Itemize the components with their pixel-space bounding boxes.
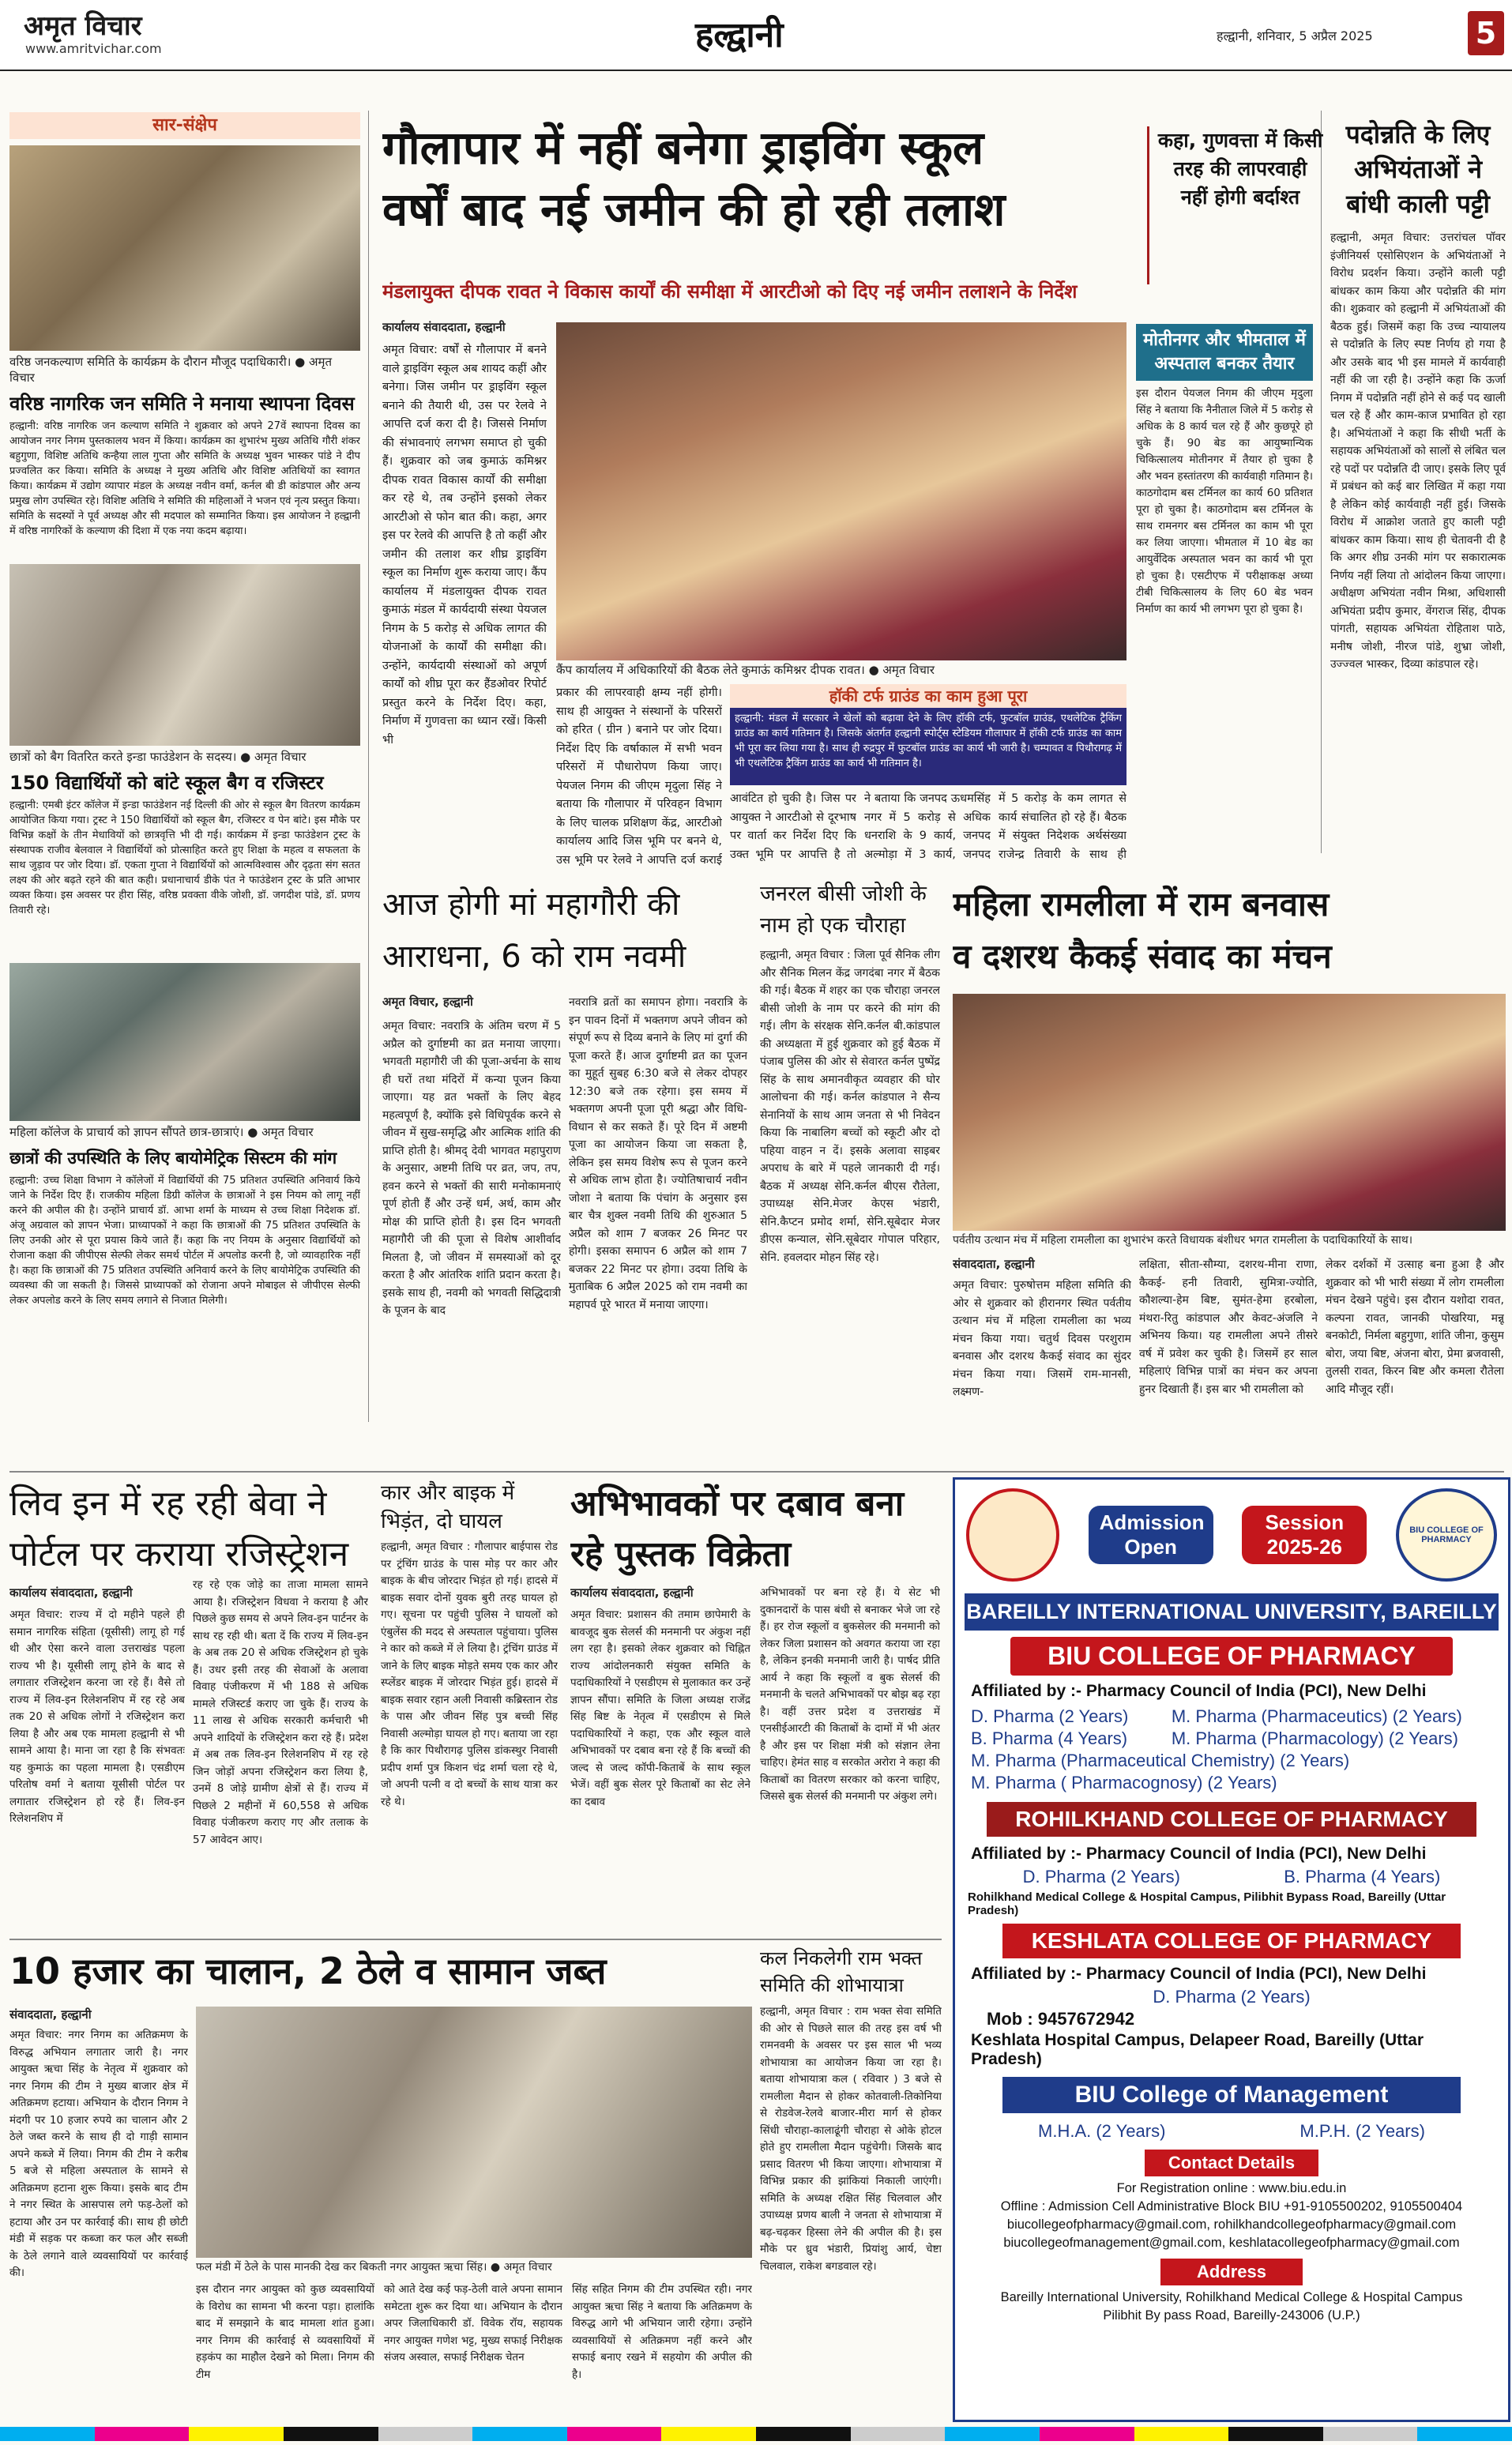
lead-column-5: में 5 करोड़ के कम लागत से कार्य संचालित हो रहे हैं। बैठक में संयुक्त निदेशक अर्थसंख्या राजेन्द्र तिवारी के साथ ही	[999, 792, 1126, 861]
contact-details	[955, 2180, 1508, 2252]
college4-title: BIU College of Management	[1002, 2077, 1461, 2113]
photo-bag-distribution	[9, 564, 360, 746]
lead-subheadline: मंडलायुक्त दीपक रावत ने विकास कार्यों की समीक्षा में आरटीओ को दिए नई जमीन तलाशने के निर्देश	[382, 280, 1078, 303]
challan-column-2: इस दौरान नगर आयुक्त को कुछ व्यवसायियों के विरोध का सामना भी करना पड़ा। हालांकि बाद में समझाने के बाद मामला शांत हुआ। नगर निगम की कार्रवाई से व्यवसायियों में हड़कंप का माहौल देखने को मिला। निगम की टीम	[196, 2283, 374, 2381]
ramleela-headline-block	[953, 878, 1506, 989]
hospital-headline: मोतीनगर और भीमताल में अस्पताल बनकर तैयार	[1136, 324, 1313, 381]
photo-caption: महिला कॉलेज के प्राचार्य को ज्ञापन सौंपते छात्र-छात्राएं। ● अमृत विचार	[9, 1125, 314, 1139]
sidebar-brief	[9, 112, 360, 1463]
photo-caption: छात्रों को बैग वितरित करते इन्डा फाउंडेशन के सदस्य। ● अमृत विचार	[9, 750, 307, 764]
contact-line[interactable]: biucollegeofpharmacy@gmail.com, rohilkhandcollegeofpharmacy@gmail.com	[1006, 2217, 1457, 2232]
course-item: M.P.H. (2 Years)	[1299, 2121, 1425, 2141]
contact-line[interactable]: Offline : Admission Cell Administrative Block BIU +91-9105500202, 9105500404	[1000, 2199, 1463, 2214]
address-line: Bareilly International University, Rohilkhand Medical College & Hospital Campus	[1000, 2290, 1463, 2304]
livein-column-1: अमृत विचार: राज्य में दो महीने पहले ही समान नागरिक संहिता (यूसीसी) लागू हो गई थी और ऐसा करने वाला उत्तराखंड पहला राज्य भी है। यूसीसी लागू होने के बाद से लगातार रजिस्ट्रेशन करना जा रहे हैं। वैसे तो राज्य में लिव-इन रिलेशनशिप में रह रहे अब तक 20 से अधिक लोगों ने रजिस्ट्रेशन करा लिया है और अब एक मामला हल्द्वानी से भी सामने आया है। माना जा रहा है कि संभवतः यह कुमाऊं का पहला मामला है। एसडीएम परितोष वर्मा ने बताया यूसीसी पोर्टल पर लगातार रजिस्ट्रेशन हो रहे हैं। लिव-इन रिलेशनशिप में	[9, 1608, 185, 1825]
lead-headline-line2: वर्षों बाद नई जमीन की हो रही तलाश	[382, 182, 1006, 236]
bc-text: हल्द्वानी, अमृत विचार : जिला पूर्व सैनिक लीग और सैनिक मिलन केंद्र जगदंबा नगर में बैठक की गई। बैठक में शहर का एक चौराहा जनरल बीसी जोशी के नाम पर करने की मांग की गई। लीग के संरक्षक सेनि.कर्नल बी.कांडपाल की अध्यक्षता में हुई शुक्रवार को हुई बैठक में पंजाब पुलिस की ओर से सेवारत कर्नल पुष्पेंद्र सिंह के साथ अमानवीकृत व्यवहार की घोर आलोचना की गई। कर्नल कांडपाल ने सैन्य सेनानियों के साथ आम जनता से भी निवेदन किया कि नाबालिग बच्चों को स्कूटी और दो पहिया वाहन न दें। इसके अलावा साइबर अपराध के बारे में पहले जानकारी दी गई। बैठक में अध्यक्ष सेनि.कर्नल बीएस रौतेला, उपाध्यक्ष सेनि.मेजर केएस भंडारी, सेनि.कैप्टन प्रमोद शर्मा, सेनि.सूबेदार मेजर डीएस कन्याल, सेनि.सूबेदार गोपाल परिहार, सेनि. हवलदार मोहन सिंह रहे।	[760, 949, 940, 1264]
books-column-2: अभिभावकों पर बना रहे हैं। ये सेट भी दुकानदारों के पास बंधी से बनाकर भेजे जा रहे हैं। हर रोज स्कूलों व बुकसेलर की मनमानी को लेकर जिला प्रशासन को अवगत कराया जा रहा है, लेकिन इनकी मनमानी जारी है। पार्षद प्रीति आर्य ने कहा कि स्कूलों व बुक सेलर्स की मनमानी के चलते अभिभावकों पर बोझ बढ़ रहा है। वहीं उत्तर प्रदेश व उत्तराखंड में एनसीईआरटी की किताबों के दामों में भी अंतर है और इस पर शिक्षा मंत्री को संज्ञान लेना चाहिए। हेमंत साह व सरकोत अरोरा ने कहा की किताबों का वितरण सरकार को करना चाहिए, जिससे बुक सेलर्स की मनमानी पर अंकुश लगे।	[760, 1586, 940, 1803]
ramleela-byline: संवाददाता, हल्द्वानी	[953, 1257, 1035, 1271]
course-item: M. Pharma ( Pharmacognosy) (2 Years)	[971, 1773, 1277, 1792]
livein-byline: कार्यालय संवाददाता, हल्द्वानी	[9, 1585, 133, 1600]
promotion-text: हल्द्वानी, अमृत विचार: उत्तरांचल पॉवर इंजीनियर्स एसोसिएशन के अभियंताओं ने विरोध प्रदर्शन किया। उन्होंने काली पट्टी बांधकर काम किया और पदोन्नति की मांग की। शुक्रवार को हल्द्वानी में अभियंताओं की बैठक हुई। जिसमें कहा कि उच्च न्यायालय से पदोन्नति के लिए स्पष्ट निर्णय हो गया है और उसके बाद भी इस मामले में कार्यवाही नहीं की जा रही है। उन्होंने कहा कि ऊर्जा निगम में पदोन्नति नहीं होने से कई पद खाली चल रहे हैं और काम-काज प्रभावित हो रहा है। अभियंताओं ने कहा कि सीधी भर्ती के सहायक अभियंताओं को सालों से लंबित चल रहे पदों पर पदोन्नति दी जाए। इसके लिए पूर्व में प्रबंधन को कई बार लिखित में कहा गया है लेकिन कोई कार्यवाही नहीं हुई। जिसके विरोध में आक्रोश जताते हुए काली पट्टी बांधकर काम किया। साथ ही चेतावनी दी है कि अगर शीघ्र उनकी मांग पर सकारात्मक निर्णय नहीं लिया तो आंदोलन किया जाएगा। अधीक्षण अभियंता नवीन मिश्रा, अधिशासी अभियंता प्रदीप कुमार, वेंगराज सिंह, दीपक पांगती, सहायक अभियंता रोहिताश पाठे, मनीष जोशी, नीरज पांडे, शुभ्रा जोशी, उज्ज्वल भास्कर, दिव्या कांडपाल रहे।	[1330, 231, 1506, 671]
masthead	[0, 0, 1512, 71]
session-badge: Session 2025-26	[1242, 1506, 1367, 1564]
college3-address: Keshlata Hospital Campus, Delapeer Road, Bareilly (Uttar Pradesh)	[971, 2031, 1424, 2068]
accident-text: हल्द्वानी, अमृत विचार : गौलापार बाईपास रोड पर ट्रंचिंग ग्राउंड के पास मोड़ पर कार और बाइक के बीच जोरदार भिड़ंत हो गई। हादसे में बाइक सवार दोनों युवक बुरी तरह घायल हो गए। सूचना पर पहुंची पुलिस ने घायलों को एंबुलेंस की मदद से अस्पताल पहुंचाया। पुलिस ने कार को कब्जे में ले लिया है। ट्रंचिंग ग्राउंड में जाने के लिए बाइक मोड़ते समय एक कार और स्प्लेंडर बाइक में जोरदार भिड़ंत हुई। हादसे में बाइक सवार रहान अली निवासी कब्रिस्तान रोड के पास और जीवन सिंह पुत्र बच्ची सिंह निवासी अल्मोड़ा घायल हो गए। बताया जा रहा है कि कार पिथौरागढ़ पुलिस डांकस्थुर निवासी प्रदीप शर्मा पुत्र किशन चंद्र शर्मा चला रहे थे, जो अपनी पत्नी व दो बच्चों के साथ यात्रा कर रहे थे।	[381, 1540, 558, 1808]
photo-caption: वरिष्ठ जनकल्याण समिति के कार्यक्रम के दौरान मौजूद पदाधिकारी। ● अमृत विचार	[9, 355, 333, 385]
contact-line[interactable]: biucollegeofmanagement@gmail.com, keshlatacollegeofpharmacy@gmail.com	[1003, 2236, 1460, 2250]
livein-column-2: रह रहे एक जोड़े का ताजा मामला सामने आया है। रजिस्ट्रेशन विधवा ने कराया है और पिछले कुछ समय से अपने लिव-इन पार्टनर के साथ रह रही थी। बता दें कि राज्य में लिव-इन के अब तक 20 से अधिक रजिस्ट्रेशन हो चुके हैं। उधर इसी तरह की सेवाओं के अलावा विवाह पंजीकरण में भी 188 से अधिक मामले रजिस्टर्ड कराए जा चुके हैं। राज्य के 11 लाख से अधिक सरकारी कर्मचारी भी अपने शादियों के रजिस्ट्रेशन करा रहे हैं। प्रदेश में अब तक लिव-इन रिलेशनशिप में रह रहे जिन जोड़ों अपना रजिस्ट्रेशन करा लिया है, उनमें 8 जोड़े ग्रामीण क्षेत्रों से हैं। राज्य में पिछले 2 महीनों में 60,558 से अधिक विवाह पंजीकरण कराए गए और तलाक के 57 आवेदन आए।	[193, 1578, 368, 1846]
gauri-headline-text: आज होगी मां महागौरी की आराधना, 6 को राम नवमी	[382, 886, 686, 975]
course-item: M. Pharma (Pharmaceutical Chemistry) (2 Years)	[971, 1751, 1350, 1770]
page-number: 5	[1468, 11, 1504, 55]
ramleela-headline-line1: महिला रामलीला में राम बनवास	[953, 885, 1330, 923]
course-item: M. Pharma (Pharmacology) (2 Years)	[1171, 1728, 1458, 1748]
ramleela-headline-line2: व दशरथ कैकई संवाद का मंचन	[953, 937, 1332, 976]
livein-headline: लिव इन में रह रही बेवा ने पोर्टल पर कराया रजिस्ट्रेशन	[9, 1484, 349, 1574]
lead-photo-caption: कैंप कार्यालय में अधिकारियों की बैठक लेते कुमाऊं कमिश्नर दीपक रावत। ● अमृत विचार	[556, 663, 935, 677]
college1-title: BIU COLLEGE OF PHARMACY	[1010, 1637, 1453, 1676]
hockey-headline: हॉकी टर्फ ग्राउंड का काम हुआ पूरा	[730, 684, 1126, 708]
contact-line[interactable]: For Registration online : www.biu.edu.in	[1116, 2181, 1347, 2195]
page-city-title: हल्द्वानी	[695, 15, 784, 55]
college3-mobile[interactable]: Mob : 9457672942	[987, 2009, 1135, 2029]
photo-senior-citizens	[9, 145, 360, 351]
college2-title: ROHILKHAND COLLEGE OF PHARMACY	[987, 1802, 1476, 1837]
section-divider	[9, 1939, 942, 1940]
hockey-text: हल्द्वानी: मंडल में सरकार ने खेलों को बढ़ावा देने के लिए हॉकी टर्फ, फुटबॉल ग्राउंड, एथलेटिक ट्रैकिंग ग्राउंड का कार्य गतिमान है। जिसके अंतर्गत हल्द्वानी स्पोर्ट्स स्टेडियम गौलापार में हॉकी टर्फ ग्राउंड का काम भी पूरा कर लिया गया है। साथ ही रुद्रपुर में फुटबॉल ग्राउंड का कार्य भी जारी है। चम्पावत व पिथौरागढ़ में भी एथलेटिक ट्रैकिंग ग्राउंड का कार्य भी गतिमान है।	[730, 708, 1126, 785]
books-column-1: अमृत विचार: प्रशासन की तमाम छापेमारी के बावजूद बुक सेलर्स की मनमानी पर अंकुश नहीं लग रहा है। इसको लेकर शुक्रवार को चिह्नित राज्य आंदोलनकारी संयुक्त समिति के पदाधिकारियों ने एसडीएम से मुलाकात कर उन्हें ज्ञापन सौंपा। समिति के जिला अध्यक्ष राजेंद्र सिंह बिष्ट के नेतृत्व में एसडीएम से मिले पदाधिकारियों ने कहा, एक और स्कूल वाले अभिभावकों पर दबाव बना रहे हैं कि बच्चों की जल्द से जल्द कॉपी-किताबें के साथ स्कूल भेजें। वहीं बुक सेलर पूरे किताबों का सेट लेने का दबाव	[570, 1608, 750, 1808]
procession-text: हल्द्वानी, अमृत विचार : राम भक्त सेवा समिति की ओर से पिछले साल की तरह इस वर्ष भी रामनवमी के अवसर पर इस साल भी भव्य शोभायात्रा का आयोजन किया जा रहा है। बताया शोभायात्रा कल ( रविवार ) 3 बजे से रामलीला मैदान से होकर कोतवाली-तिकोनिया से रोडवेज-रेलवे बाजार-मीरा मार्ग से होकर सिंधी चौराहा-कालाढूंगी चौराहा से ओके होटल होते हुए रामलीला मैदान पहुंचेगी। जिसके बाद प्रसाद वितरण भी किया जाएगा। शोभायात्रा में विभिन्न प्रकार की झांकियां निकाली जाएंगी। समिति के अध्यक्ष रक्षित सिंह चिलवाल और उपाध्यक्ष प्रणय बाली ने जनता से शोभायात्रा में बढ़-चढ़कर हिस्सा लेने की अपील की है। इस मौके पर ध्रुव भंडारी, प्रियांशु आर्य, चेष्टा चिलवाल, राकेश बगडवाल रहे।	[760, 2005, 942, 2273]
brief-headline: छात्रों की उपस्थिति के लिए बायोमेट्रिक सिस्टम की मांग	[9, 1149, 337, 1168]
ramleela-photo	[953, 994, 1506, 1231]
books-headline: अभिभावकों पर दबाव बना रहे पुस्तक विक्रेता	[570, 1484, 905, 1574]
challan-photo-caption: फल मंडी में ठेले के पास मानकी देख कर बिकती नगर आयुक्त ऋचा सिंह। ● अमृत विचार	[196, 2261, 552, 2274]
website-link[interactable]: www.amritvichar.com	[25, 41, 162, 56]
ramleela-column-3: लेकर दर्शकों में उत्साह बना हुआ है और शुक्रवार को भी भारी संख्या में लोग रामलीला मंचन देखने पहुंचे। इस दौरान यशोदा रावत, कल्पना रावत, जानकी पोखरिया, मन्नू बनकोटी, निर्मला बहुगुणा, शांति जीना, कुसुम बोरा, जया बिष्ट, अंजना बोरा, प्रेमा ब्रजवासी, तुलसी रावत, किरन बिष्ट और कमला रौतेला आदि मौजूद रहीं।	[1326, 1258, 1504, 1396]
challan-column-3: को आते देख कई फड़-ठेली वाले अपना सामान समेटता शुरू कर दिया था। अभियान के दौरान अपर जिलाधिकारी डॉ. विवेक रॉय, सहायक नगर आयुक्त गणेश भट्ट, मुख्य सफाई निरीक्षक संजय अस्वाल, सफाई निरीक्षक चेतन	[384, 2283, 562, 2364]
accident-headline: कार और बाइक में भिड़ंत, दो घायल	[381, 1481, 515, 1533]
brief-text: हल्द्वानी: वरिष्ठ नागरिक जन कल्याण समिति ने शुक्रवार को अपने 27वें स्थापना दिवस का आयोजन नगर निगम पुस्तकालय भवन में किया। कार्यक्रम का शुभारंभ मुख्य अतिथि गौरी शंकर बहुगुणा, विशिष्ट अतिथि कन्हैया लाल गुप्ता और समिति के अध्यक्ष भुवन भास्कर पांडे ने दीप प्रज्वलित कर किया। समिति के अध्यक्ष ने मुख्य अतिथि और विशिष्ट अतिथियों का स्वागत किया। कार्यक्रम में उद्योग व्यापार मंडल के अध्यक्ष नवीन वर्मा, कर्नल बी डी कांडपाल और अन्य प्रमुख लोग उपस्थित रहे। विशिष्ट अतिथि ने समिति की महिलाओं ने भजन एवं नृत्य प्रस्तुत किया। समिति के सदस्यों ने पूर्व अध्यक्ष और सी मदपाल को सम्मानित किया। इस आयोजन ने हल्द्वानी में वरिष्ठ नागरिकों के कल्याण की दिशा में एक नया कदम बढ़ाया।	[9, 420, 360, 537]
ramleela-column-2: लक्षिता, सीता-सौम्या, दशरथ-मीना राणा, कैकई- हनी तिवारी, सुमित्रा-ज्योति, कौशल्या-हेम बिष्ट, सुमंत-हेमा हरबोला, मंथरा-रितु कांडपाल और केवट-अंजलि ने अभिनय किया। यह रामलीला अपने तीसरे वर्ष में प्रवेश कर चुकी है। जिसमें हर साल महिलाएं विभिन्न पात्रों का मंचन कर अपना हुनर दिखाती हैं। इस बार भी रामलीला को	[1139, 1258, 1318, 1396]
course-item: D. Pharma (2 Years)	[971, 1706, 1129, 1726]
hospital-text: इस दौरान पेयजल निगम की जीएम मृदुला सिंह ने बताया कि नैनीताल जिले में 5 करोड़ से अधिक के 8 कार्य चल रहे हैं और कुछपूरे हो चुके हैं। 90 बेड का आयुष्मान्यिक चिकित्सालय मोतीनगर में तैयार हो चुका है और भवन हस्तांतरण की कार्यवाही गतिमान है। काठगोदाम बस टर्मिनल का कार्य 60 प्रतिशत पूरा हो चुका है। काठगोदाम बस टर्मिनल के साथ रामनगर बस टर्मिनल का काम भी पूरा कर लिया जाएगा। भीमताल में 10 बेड का आयुर्वेदिक अस्पताल भवन का कार्य भी पूरा हो चुका है। एसटीएफ में परीक्षाकक्ष अध्या टीबी चिकित्सालय के लिए 60 बेड भवन निर्माण का कार्य भी लगभग पूरा हो चुका है।	[1136, 387, 1313, 615]
books-byline: कार्यालय संवाददाता, हल्द्वानी	[570, 1585, 694, 1600]
lead-headline-line1: गौलापार में नहीं बनेगा ड्राइविंग स्कूल	[382, 121, 984, 175]
column-rule	[368, 111, 369, 1422]
brief-headline: 150 विद्यार्थियों को बांटे स्कूल बैग व रजिस्टर	[9, 772, 324, 794]
promotion-story	[1330, 117, 1506, 875]
gauri-column-2: नवरात्रि व्रतों का समापन होगा। नवरात्रि के इन पावन दिनों में भक्तगण अपने जीवन को संपूर्ण रूप से दिव्य बनाने के लिए मां दुर्गा की पूजा करते हैं। आज दुर्गाष्टमी व्रत का पूजन का मुहूर्त सुबह 6:30 बजे से लेकर दोपहर 12:30 बजे तक रहेगा। इस समय में भक्तगण अपनी पूजा पूरी श्रद्धा और विधि-विधान से कर सकते हैं। पूरे दिन में अष्टमी पूजा का आयोजन किया जा सकता है, लेकिन इस समय विशेष रूप से पूजन करने से अधिक लाभ होता है। ज्योतिषाचार्य नवीन जोशा ने बताया कि पंचांग के अनुसार इस बार चैत्र शुक्ल नवमी तिथि की शुरुआत 5 अप्रैल को शाम 7 बजकर 26 मिनट पर होगी। इसका समापन 6 अप्रैल को शाम 7 बजकर 22 मिनट पर होगा। उदया तिथि के मुताबिक 6 अप्रैल 2025 को राम नवमी का महापर्व पूरे भारत में मनाया जाएगा।	[569, 996, 747, 1311]
lead-column-3: आवंटित हो चुकी है। जिस पर आयुक्त ने आरटीओ से दूरभाष पर वार्ता कर निर्देश दिए कि उक्त भूमि पर आपत्ति है तो	[730, 792, 856, 861]
lead-byline: कार्यालय संवाददाता, हल्द्वानी	[382, 320, 506, 334]
challan-column-1: अमृत विचार: नगर निगम का अतिक्रमण के विरुद्ध अभियान लगातार जारी है। नगर आयुक्त ऋचा सिंह के नेतृत्व में शुक्रवार को नगर निगम की टीम ने मुख्य बाजार क्षेत्र में अतिक्रमण हटाया। अभियान के दौरान निगम ने मंदगी पर 10 हजार रुपये का चालान और 2 ठेले जब्त करने के साथ ही दो गाड़ी सामान अपने कब्जे में लिया। निगम की टीम ने करीब 5 बजे से महिला अस्पताल के सामने से अतिक्रमण हटाना शुरू किया। इसके बाद टीम ने नगर स्थित के आसपास लगे फड़-ठेलों को हटाया और उन पर कार्रवाई की। साथ ही छोटी मंडी में सड़क पर कब्जा कर फल और सब्जी के ठेले लगाने वाले व्यवसायियों पर कार्रवाई की।	[9, 2029, 188, 2279]
ramleela-column-1: अमृत विचार: पुरुषोत्तम महिला समिति की ओर से शुक्रवार को हीरानगर स्थित पर्वतीय उत्थान मंच में महिला रामलीला का भव्य मंचन किया गया। चतुर्थ दिवस परशुराम बनवास और दशरथ कैकई संवाद का सुंदर मंचन किया गया। जिसमें राम-मानसी, लक्ष्मण-	[953, 1279, 1131, 1398]
bc-headline: जनरल बीसी जोशी के नाम हो एक चौराहा	[760, 882, 927, 938]
gauri-byline: अमृत विचार, हल्द्वानी	[382, 995, 473, 1009]
section-divider	[9, 1471, 1504, 1473]
college-logo-icon: BIU COLLEGE OF PHARMACY	[1396, 1488, 1497, 1582]
college3-title: KESHLATA COLLEGE OF PHARMACY	[1002, 1924, 1461, 1958]
college2-courses	[971, 1867, 1492, 1887]
bc-joshi-story	[760, 878, 940, 1460]
lead-photo-meeting	[556, 322, 1126, 660]
biu-logo-icon	[966, 1488, 1059, 1582]
challan-byline: संवाददाता, हल्द्वानी	[9, 2007, 92, 2022]
hockey-box	[730, 684, 1126, 785]
lead-pull-quote: कहा, गुणवत्ता में किसी तरह की लापरवाही नहीं होगी बर्दाश्त	[1147, 126, 1323, 284]
print-registration-strip	[0, 2427, 1512, 2441]
course-item: M. Pharma (Pharmaceutics) (2 Years)	[1171, 1706, 1462, 1726]
procession-headline: कल निकलेगी राम भक्त समिति की शोभायात्रा	[760, 1947, 923, 1996]
dateline: हल्द्वानी, शनिवार, 5 अप्रैल 2025	[1217, 28, 1373, 43]
procession-story	[760, 1945, 942, 2416]
brief-headline: वरिष्ठ नागरिक जन समिति ने मनाया स्थापना दिवस	[9, 393, 355, 415]
admission-badge: Admission Open	[1089, 1506, 1213, 1564]
brief-text: हल्द्वानी: उच्च शिक्षा विभाग ने कॉलेजों में विद्यार्थियों की 75 प्रतिशत उपस्थिति अनिवार्य किये जाने के निर्देश दिए हैं। राजकीय महिला डिग्री कॉलेज के छात्राओं ने इस नियम को लागू नहीं करने की अपील की है। उन्होंने प्राचार्य डॉ. आभा शर्मा के माध्यम से उच्च शिक्षा निदेशक डॉ. अंजू अग्रवाल को ज्ञापन भेजा। प्राध्यापकों ने कहा कि छात्राओं की 75 प्रतिशत उपस्थिति के लिए उनकी ओर से पूरा प्रयास किये जाते हैं। कहा कि नए नियम के अनुसार विद्यार्थियों को रोजाना कक्षा की जीपीएस सेल्फी लेकर समर्थ पोर्टल में अपलोड करनी है, जो व्यावहारिक नहीं है। कहा कि छात्राओं की 75 प्रतिशत उपस्थिति अनिवार्य करने के लिए बायोमेट्रिक उपस्थिति की व्यवस्था की जा सकती है। जिससे प्राध्यापकों को रोजाना अपने मोबाइल से जीपीएस सेल्फी लेकर अपलोड करने के लिए समय लगाने से निजात मिलेगी।	[9, 1175, 360, 1307]
contact-title: Contact Details	[1145, 2150, 1318, 2176]
college2-address: Rohilkhand Medical College & Hospital Campus, Pilibhit Bypass Road, Bareilly (Uttar Pradesh)	[968, 1890, 1446, 1917]
college2-affiliation: Affiliated by :- Pharmacy Council of India (PCI), New Delhi	[971, 1845, 1427, 1863]
promotion-headline: पदोन्नति के लिए अभियंताओं ने बांधी काली पट्टी	[1345, 119, 1491, 219]
lead-headline-block	[382, 117, 1141, 275]
challan-photo	[196, 2007, 752, 2258]
ramleela-photo-caption: पर्वतीय उत्थान मंच में महिला रामलीला का शुभारंभ करते विधायक बंशीधर भगत रामलीला के पदाधिकारियों के साथ।	[953, 1234, 1413, 1247]
address-title: Address	[1160, 2259, 1303, 2285]
course-item: D. Pharma (2 Years)	[1022, 1867, 1180, 1886]
address-details	[955, 2289, 1508, 2325]
university-banner: BAREILLY INTERNATIONAL UNIVERSITY, BAREILLY	[965, 1593, 1499, 1631]
challan-column-4: सिंह सहित निगम की टीम उपस्थित रही। नगर आयुक्त ऋचा सिंह ने बताया कि अतिक्रमण के विरुद्ध आगे भी अभियान जारी रहेगा। उन्होंने व्यवसायियों से अतिक्रमण नहीं करने और सफाई बनाए रखने में सहयोग की अपील की है।	[572, 2283, 752, 2381]
sidebar-section-title: सार-संक्षेप	[9, 112, 360, 139]
accident-story	[381, 1479, 558, 1931]
gauri-column-1: अमृत विचार: नवरात्रि के अंतिम चरण में 5 अप्रैल को दुर्गाष्टमी का व्रत मनाया जाएगा। भगवती महागौरी जी की पूजा-अर्चना के साथ ही घरों तथा मंदिरों में कन्या पूजन किया जाएगा। यह व्रत भक्तों के लिए बेहद महत्वपूर्ण है, क्योंकि इसे विधिपूर्वक करने से जीवन में सुख-समृद्धि और आत्मिक शांति की प्राप्ति होती है। श्रीमद् देवी भागवत महापुराण के अनुसार, अष्टमी तिथि पर व्रत, जप, तप, हवन करने से भक्तों की सारी मनोकामनाएं पूर्ण होती हैं और उन्हें धर्म, अर्थ, काम और मोक्ष की प्राप्ति होती है। इस दिन भगवती महागौरी जी की पूजा से विशेष आशीर्वाद मिलता है, जो जीवन में समस्याओं को दूर करता है और आंतरिक शांति प्रदान करता है। इसके साथ ही, नवमी को भगवती सिद्धिदात्री के पूजन के बाद	[382, 1020, 561, 1317]
college3-course: D. Pharma (2 Years)	[1153, 1987, 1311, 2007]
course-item: B. Pharma (4 Years)	[1284, 1867, 1441, 1886]
college1-courses	[971, 1706, 1492, 1794]
lead-column-1: अमृत विचार: वर्षों से गौलापार में बनने वाले ड्राइविंग स्कूल अब शायद कहीं और बनेगा। जिस जमीन पर ड्राइविंग स्कूल बनाने की तैयारी थी, उस पर रेलवे ने आपत्ति दर्ज करा दी है। जिससे निर्माण की संभावनाएं लगभग समाप्त हो चुकी हैं। शुक्रवार को जब कुमाऊं कमिश्नर दीपक रावत विकास कार्यों की समीक्षा कर रहे थे, तब उन्होंने इसको लेकर आरटीओ से फोन बात की। कहा, अगर इस पर रेलवे की आपत्ति है तो कहीं और जमीन की तलाश कर शीघ्र ड्राइविंग स्कूल का निर्माण शुरू कराया जाए। कैंप कार्यालय में मंडलायुक्त दीपक रावत कुमाऊं मंडल में कार्यदायी संस्था पेयजल निगम के 5 करोड़ से अधिक लागत की योजनाओं के कार्यों की समीक्षा की। उन्होंने, कार्यदायी संस्थाओं को अपूर्ण कार्यों को शीघ्र पूरा कर हैंडओवर रिपोर्ट प्रस्तुत करने के निर्देश दिए। कहा, निर्माण में गुणवत्ता का ध्यान रखें। किसी भी	[382, 344, 547, 747]
hospital-box	[1136, 324, 1313, 861]
course-item: B. Pharma (4 Years)	[971, 1728, 1128, 1748]
brief-text: हल्द्वानी: एमबी इंटर कॉलेज में इन्डा फाउंडेशन नई दिल्ली की ओर से स्कूल बैग वितरण कार्यक्रम आयोजित किया गया। ट्रस्ट ने 150 विद्यार्थियों को स्कूल बैग, रजिस्टर व पेन बांटे। इस मौके पर विभिन्न कक्षों के तीन मेधावियों को छात्रवृत्ति भी दी गई। कार्यक्रम में इन्डा फाउंडेशन ट्रस्ट के संस्थापक राजीव बेलवाल ने विद्यार्थियों को प्रोत्साहित करते हुए शिक्षा के महत्व व सफलता के साथ जुड़ाव पर जोर दिया। डॉ. एकता गुप्ता ने विद्यार्थियों को आत्मविश्वास और दृढ़ता संग सतत लक्ष्य की ओर बढ़ते रहने की बात कही। प्रधानाचार्य डीके पंत ने फाउंडेशन ट्रस्ट के प्रति आभार व्यक्त किया। इस अवसर पर हीरा सिंह, वरिष्ठ प्रवक्ता वीके जोशी, डॉ. जगदीश पांडे, डॉ. प्रणय तिवारी रहे।	[9, 799, 360, 916]
biu-advertisement[interactable]	[953, 1477, 1510, 2422]
college4-courses	[971, 2121, 1492, 2142]
address-line: Pilibhit By pass Road, Bareilly-243006 (U.P.)	[1103, 2308, 1360, 2323]
college3-affiliation: Affiliated by :- Pharmacy Council of India (PCI), New Delhi	[971, 1965, 1427, 1983]
challan-headline: 10 हजार का चालान, 2 ठेले व सामान जब्त	[9, 1950, 607, 1992]
course-item: M.H.A. (2 Years)	[1038, 2121, 1166, 2141]
lead-column-4: ने बताया कि जनपद ऊधमसिंह नगर में 5 करोड़ से अधिक धनराशि के 9 कार्य, जनपद अल्मोड़ा में 3 कार्य, जनपद	[864, 792, 991, 861]
photo-memorandum	[9, 963, 360, 1121]
lead-column-2: प्रकार की लापरवाही क्षम्य नहीं होगी। साथ ही आयुक्त ने संस्थानों के परिसरों को हरित ( ग्रीन ) बनाने पर जोर दिया। निर्देश दिए कि वर्षाकाल में सभी भवन परिसरों में पौधारोपण किया जाए। पेयजल निगम की जीएम मृदुला सिंह ने बताया कि गौलापार में परिवहन विभाग के लिए चालक प्रशिक्षण केंद्र, आरटीओ कार्यालय आदि जिस भूमि पर बनने थे, उस भूमि पर रेलवे ने आपत्ति दर्ज कराई	[556, 686, 722, 866]
brand-logo: अमृत विचार	[24, 10, 142, 42]
college1-affiliation: Affiliated by :- Pharmacy Council of India (PCI), New Delhi	[971, 1682, 1427, 1700]
